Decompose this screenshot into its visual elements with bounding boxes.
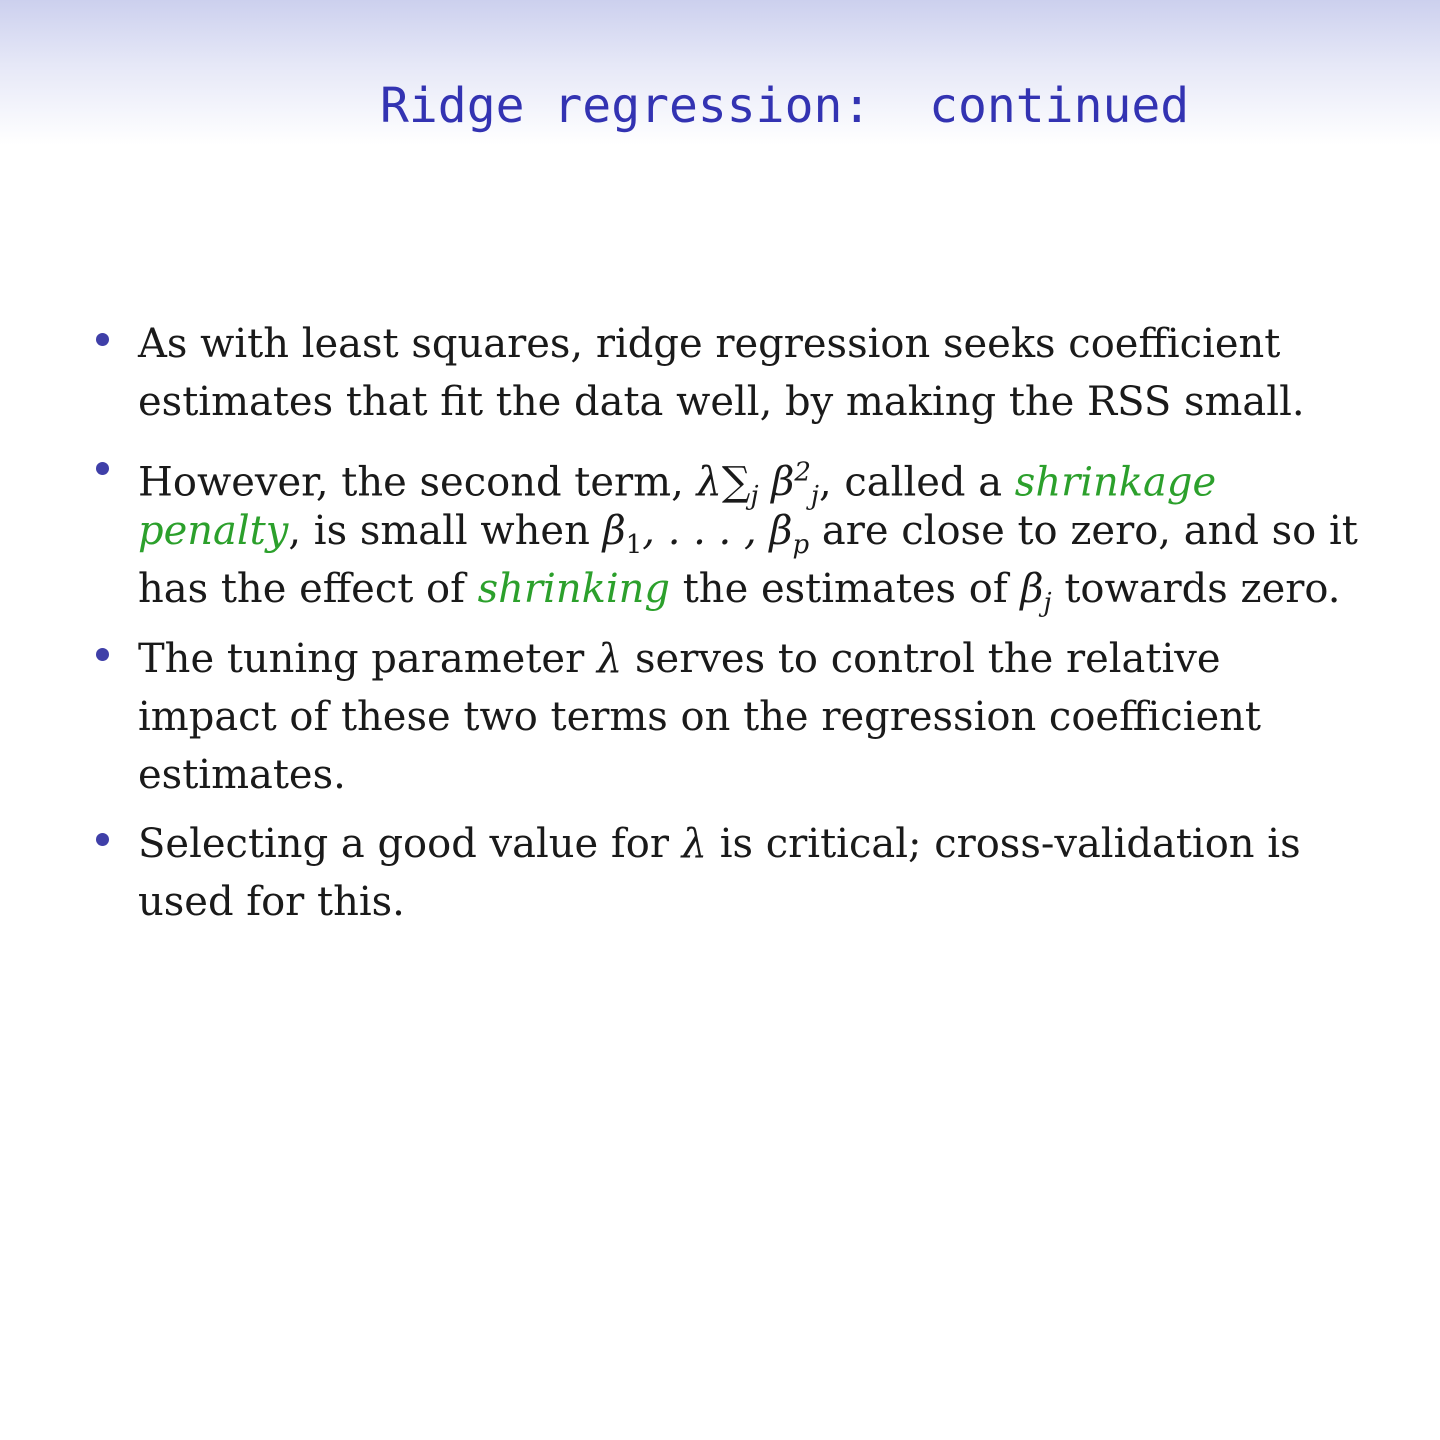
text-segment: towards zero. <box>1064 566 1341 612</box>
term-penalty: penalty <box>138 508 289 554</box>
bullet-3-line-3: estimates. <box>138 752 346 798</box>
bullet-dot-icon <box>96 333 109 346</box>
text-segment: , is small when <box>288 508 590 554</box>
bullet-4-line-2: used for this. <box>138 879 405 925</box>
text-segment: are close to zero, and so it <box>821 508 1358 554</box>
penalty-formula: $\lambda\sum_j$ $\beta^2_j$ <box>696 458 819 512</box>
bullet-item <box>138 315 1388 431</box>
lambda-symbol: λ <box>596 636 623 682</box>
bullet-item <box>138 444 1388 618</box>
bullet-1-line-1: As with least squares, ridge regression seeks coefficient <box>138 321 1281 367</box>
text-segment: Selecting a good value for <box>138 821 669 867</box>
bullet-3-line-2: impact of these two terms on the regression coefficient <box>138 694 1261 740</box>
bullet-dot-icon <box>96 648 109 661</box>
bullet-dot-icon <box>96 833 109 846</box>
text-segment: However, the second term, <box>138 459 684 506</box>
term-shrinking: shrinking <box>477 566 671 612</box>
slide-header <box>0 0 1440 145</box>
bullet-1-line-2: estimates that fit the data well, by making the RSS small. <box>138 379 1305 425</box>
beta-range-formula: $\beta_1$, . . . , $\beta_p$ <box>602 508 810 560</box>
bullet-item <box>138 630 1388 804</box>
text-segment: the estimates of <box>682 566 1008 612</box>
slide-title: Ridge regression: continued <box>380 78 1190 134</box>
bullet-2-line-3 <box>138 560 1388 618</box>
lambda-symbol: λ <box>681 821 708 867</box>
text-segment: is critical; cross-validation is <box>719 821 1301 867</box>
bullet-2-line-2 <box>138 502 1388 560</box>
bullet-item <box>138 815 1388 931</box>
bullet-2-line-1 <box>138 444 1388 512</box>
bullet-4-line-1 <box>138 815 1388 873</box>
beta-j-formula: $\beta_j$ <box>1020 566 1052 618</box>
text-segment: has the effect of <box>138 566 465 612</box>
bullet-dot-icon <box>96 462 109 475</box>
bullet-3-line-1 <box>138 630 1388 688</box>
text-segment: serves to control the relative <box>635 636 1221 682</box>
text-segment: The tuning parameter <box>138 636 585 682</box>
text-segment: , called a <box>818 459 1003 506</box>
term-shrinkage: shrinkage <box>1014 459 1217 506</box>
